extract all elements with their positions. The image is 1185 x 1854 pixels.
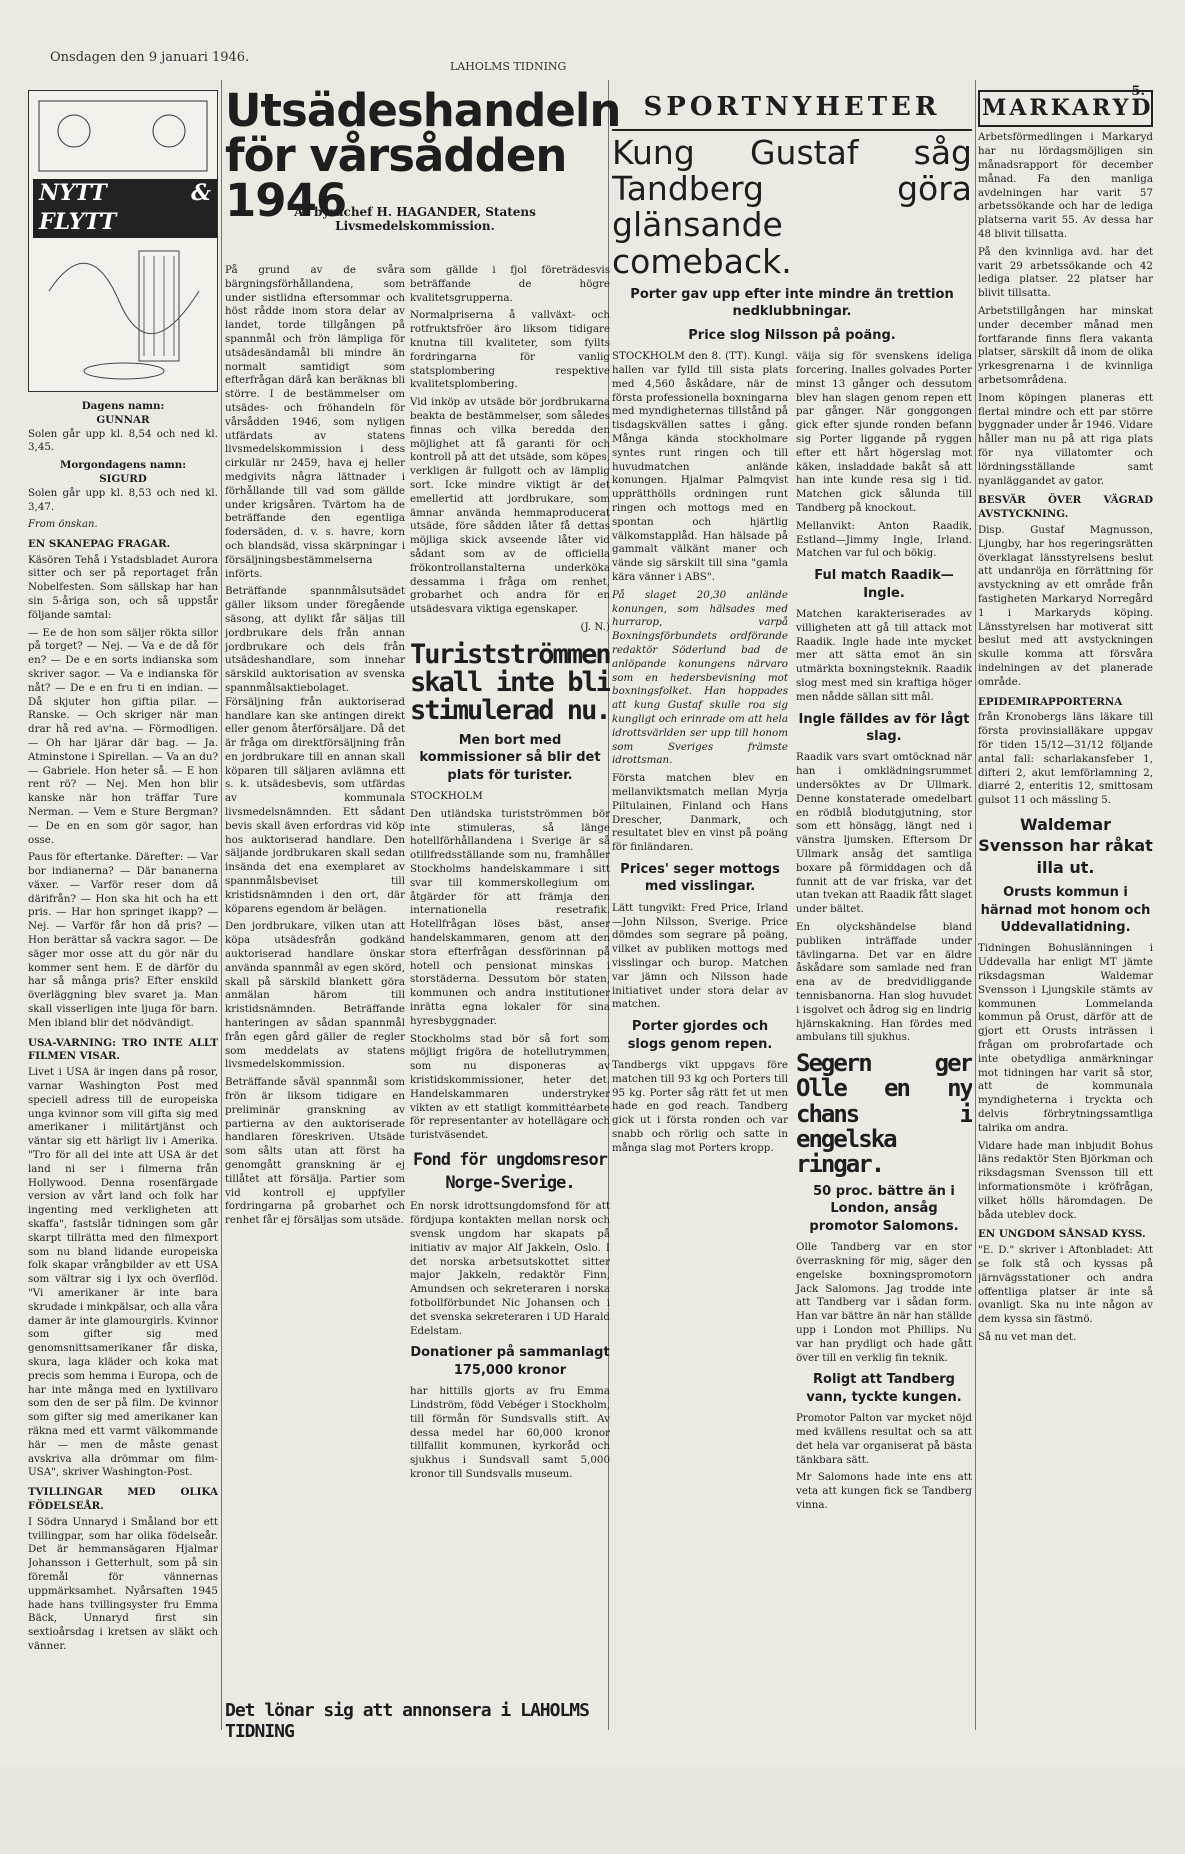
- byline: Av byråchef H. HAGANDER, Statens Livsmedelskommission.: [294, 205, 536, 233]
- article-heading: TVILLINGAR MED OLIKA FÖDELSEÅR.: [28, 1486, 218, 1512]
- article-heading: Porter gjordes och slogs genom repen.: [627, 1019, 773, 1052]
- morgon-name: SIGURD: [99, 472, 147, 485]
- article-heading: Fond för ungdomsresor Norge-Sverige.: [413, 1149, 607, 1193]
- article-text: som gällde i fjol företrädesvis beträffande de högre kvalitetsgrupperna.: [410, 264, 610, 304]
- article-text: "E. D." skriver i Aftonbladet: Att se folk stå och kyssas på järnvägsstationer och andra offentliga platser är inte så ovanligt. Ska nu inte någon av dem kyssa sin fästmö.: [978, 1244, 1153, 1326]
- article-subheading: Men bort med kommissioner så blir det plats för turister.: [419, 732, 601, 783]
- article-heading: EPIDEMIRAPPORTERNA: [978, 695, 1123, 708]
- article-text: En olyckshändelse bland publiken inträffade under tävlingarna. Det var en äldre åskådare som samlade ned fran ena av de bredvidliggande tennisbanorna. Han slog huvudet i isgolvet och ådrog sig en lindrig hjärnskakning. Han fördes med ambulans till sjukhus.: [796, 920, 972, 1044]
- article-text: I Södra Unnaryd i Småland bor ett tvillingpar, som har olika födelseår. Det är hemmansägaren Hjalmar Johansson i Getterhult, som på sin föremål för vännernas uppmärksamhet. Nyårsaften 1945 hade hans tvillingsyster fru Emma Bäck, Unnaryd first sin sextioårsdag i kretsen av släkt och vänner.: [28, 1515, 218, 1652]
- article-text: Den jordbrukare, vilken utan att köpa utsädesfrån godkänd auktoriserad handlare önskar använda spannmål av egen skörd, skall på särskild blankett göra anmälan härom till kristidsnämnden. Beträffande hanteringen av sådan spannmål från egen gård gäller de regler som meddelats av statens livsmedelskommission.: [225, 920, 405, 1071]
- article-text: På grund av de svåra bärgningsförhållandena, som under sistlidna eftersommar och höst rådde inom stora delar av landet, torde tillgången på spannmål och frön lämpliga för utsädesändamål bli mindre än normalt samtidigt som efterfrågan därå kan beräknas bli större. I de bestämmelser om utsädes- och fröhandeln för vårsådden 1946, som nyligen utfärdats av statens livsmedelskommission i dess cirkulär nr 2459, hava ej heller medgivits några lättnader i förhållande till vad som gällde under krigsåren. Tvärtom ha de beträffande den egentliga fodersäden, d. v. s. havre, korn och blandsäd, vissa skärpningar i försäljningsbestämmelserna införts.: [225, 264, 405, 580]
- sport-right: [796, 350, 972, 1517]
- article-text: STOCKHOLM den 8. (TT). Kungl. hallen var fylld till sista plats med 4,560 åskådare, när de första professionella boxningarna med myndigheternas tillstånd på tisdagskvällen sattes i gång. Många kända stockholmare syntes runt ringen och till huvudmatchen anlände konungen. Hjalmar Palmqvist upprätthölls ordningen runt ringen och mottogs med en spontan och hjärtlig välkomstapplåd. Han hälsade på gammalt välkänt maner och vände sig särskilt till sina "gamla kära vänner i ABS".: [612, 350, 788, 583]
- article-heading: EN SKANEPAG FRAGAR.: [28, 537, 171, 550]
- paper-name: LAHOLMS TIDNING: [450, 60, 567, 73]
- column-utsade-1: [225, 264, 405, 1854]
- illustration-caption: From önskan.: [28, 519, 98, 531]
- column-rule: [975, 80, 976, 1730]
- column-sportnyheter: [612, 90, 972, 1710]
- article-text: Vidare hade man inbjudit Bohus läns redaktör Sten Björkman och riksdagsman Svensson till ett informationsmöte i kröfrågan, vilket hölls häromdagen. De båda uteblev dock.: [978, 1139, 1153, 1221]
- article-text: En norsk idrottsungdomsfond för att fördjupa kontakten mellan norsk och svensk ungdom har skapats på initiativ av major Alf Jakkeln, Oslo. I det norska arbetsutskottet sitter major Jakkeln, redaktör Finn, Amundsen och sekreteraren i norska fotbollförbundet Nic Johansen och i det svenska sekreteraren i UD Harald Edelstam.: [410, 1200, 610, 1337]
- article-heading: Roligt att Tandberg vann, tyckte kungen.: [806, 1372, 962, 1405]
- article-text: Arbetsförmedlingen i Markaryd har nu lördagsmöjligen sin månadsrapport för december månad. Fa den manliga avdelningen har varit 57 arbetssökande och har de lediga platserna varit 55. Av dessa har 48 blivit tillsatta.: [978, 131, 1153, 241]
- dagens-name: GUNNAR: [96, 413, 150, 426]
- nytt-flytt-illustration: [28, 90, 218, 392]
- section-banner: SPORTNYHETER: [612, 90, 972, 131]
- sun-times: Solen går upp kl. 8,54 och ned kl. 3,45.: [28, 427, 218, 454]
- article-subheading: Price slog Nilsson på poäng.: [688, 327, 896, 343]
- sport-two-columns: [612, 350, 972, 1517]
- article-text: Arbetstillgången har minskat under december månad men fortfarande finns flera vakanta platser, särskilt då inom de olika yrkesgrenarna i de kvinnliga arbetsområdena.: [978, 305, 1153, 387]
- signature: (J. N.): [580, 620, 610, 633]
- illustration-title: NYTT & FLYTT: [33, 179, 217, 238]
- article-text: Käsören Tehå i Ystadsbladet Aurora sitter och ser på reportaget från Nobelfesten. Som sällskap har han sin 5-åriga son, och så uppstår följande samtal:: [28, 553, 218, 621]
- column-utsade-2: [410, 264, 610, 1654]
- morgon-label: Morgondagens namn:: [59, 459, 187, 472]
- issue-date: Onsdagen den 9 januari 1946.: [50, 50, 250, 65]
- article-text: — Ee de hon som säljer rökta sillor på torget? — Nej. — Va e de då för en? — De e en sorts indianska som skriver sagor. — Va e indianska för nåt? — De e en fru ti en indian. — Då skjuter hon giftia pilar. — Ranske. — Och skriger när man drar hå red av'na. — Förmodligen. — Oh har ljärar där bag. — Ja. Atminstone i Spirellan. — Va an du? — Gabriele. Hon heter så. — E hon rent rö? — Nej. Men hon blir kanske när hon träffar Ture Nerman. — Vem e Sture Bergman? — De en en som gör sagor, han osse.: [28, 626, 218, 846]
- article-text: Inom köpingen planeras ett flertal mindre och ett par större byggnader under år 1946. Vidare håller man nu på att riga plats för nya villatomter och lördningsställande samt nyanläggandet av gator.: [978, 391, 1153, 487]
- article-text: Livet i USA är ingen dans på rosor, varnar Washington Post med speciell adress till de europeiska unga kvinnor som vill gifta sig med amerikaner i militärtjänst och väntar sig ett härligt liv i Amerika. "Tro för all del inte att USA är det land ni ser i filmerna från Hollywood. Denna rosenfärgade version av vårt land och folk har ingenting med verkligheten att skaffa", fastslår tidningen som går skarpt tillrätta med den filmexport som nu bland lidande europeiska folk skapar vrångbilder av ett USA som vältrar sig i lyx och överflöd. "Vi amerikaner är inte bara skrudade i minkpälsar, och alla våra damer är inte glamourgirls. Kvinnor som gifter sig med genomsnittsamerikaner får diska, skura, laga kläder och koka mat precis som hemma i Europa, och de har inte många med en lyxtillvaro som den de ser på film. De kvinnor som gifter sig med amerikaner kan räkna med ett varmt välkommande här — men de måste genast avskriva alla drömmar om film-USA", skriver Washington-Post.: [28, 1066, 218, 1479]
- article-text: Första matchen blev en mellanviktsmatch mellan Myrja Piltulainen, Finland och Hans Drescher, Danmark, och resultatet blev en vinst på poäng för finländaren.: [612, 772, 788, 854]
- article-text: Mellanvikt: Anton Raadik, Estland—Jimmy Ingle, Irland. Matchen var ful och bökig.: [796, 519, 972, 560]
- page-number: 5.: [1131, 84, 1145, 99]
- section-banner: MARKARYD: [978, 90, 1153, 127]
- article-text: Beträffande såväl spannmål som frön är liksom tidigare en preliminär granskning av partierna av den auktoriserade handlaren föreskriven. Utsäde som sålts utan att först ha genomgått granskning är ej tillåtet att försälja. Partier som vid kontroll ej uppfyller fordringarna på grobarhet och renhet får ej försäljas som utsäde.: [225, 1076, 405, 1227]
- sport-headline: Kung Gustaf såg Tandberg göra glänsande comeback.: [612, 132, 972, 281]
- article-text: Disp. Gustaf Magnusson, Ljungby, har hos regeringsrätten överklagat länsstyrelsens beslut att undanröja en förrättning för avstyckning av ett område från fastigheten Markaryd Norregård 1 i Markaryds köping. Länsstyrelsen har motiverat sitt beslut med att avstyckningen skulle komma att försvåra indelningen av det planerade område.: [978, 523, 1153, 688]
- article-text: På den kvinnliga avd. har det varit 29 arbetssökande och 42 lediga platser. 22 platser har blivit tillsatta.: [978, 245, 1153, 300]
- article-text: På slaget 20,30 anlände konungen, som hälsades med hurrarop, varpå Boxningsförbundets ordförande redaktör Söderlund bad de anlöpande konungens närvaro som en hedersbevisning mot boxningsfolket. Han hoppades att kung Gustaf skulle roa sig kungligt och erinrade om att hela idrottsvärlden ser upp till honom som Sveriges främste idrottsman.: [612, 588, 788, 767]
- article-subheading: Orusts kommun i härnad mot honom och Uddevallatidning.: [980, 885, 1151, 936]
- article-text: Så nu vet man det.: [978, 1330, 1077, 1343]
- column-rule: [221, 80, 222, 1730]
- article-heading: USA-VARNING: TRO INTE ALLT FILMEN VISAR.: [28, 1036, 218, 1063]
- illustration-drawing: [29, 91, 217, 389]
- article-text: Lätt tungvikt: Fred Price, Irland —John Nilsson, Sverige. Price dömdes som segrare på poäng, vilket av publiken mottogs med visslingar och burop. Matchen var jämn och Nilsson hade initiativet under stora delar av matchen.: [612, 901, 788, 1011]
- column-nytt-flytt: [28, 90, 218, 1740]
- article-heading: Ingle fälldes av för lågt slag.: [798, 711, 970, 744]
- article-text: Tandbergs vikt uppgavs före matchen till 93 kg och Porters till 95 kg. Porter såg rätt fet ut men hade en god reach. Tandberg gick ut i första ronden och var snabb och rörlig och satte in många slag mot Porters kropp.: [612, 1058, 788, 1154]
- article-text: från Kronobergs läns läkare till första provinsialläkare uppgav för tiden 15/12—31/12 följande antal fall: scharlakansfeber 1, difteri 2, akut lemförlamning 2, diarré 2, enteritis 12, smittosam gulsot 11 och mässling 5.: [978, 711, 1153, 807]
- article-heading: Waldemar Svensson har råkat illa ut.: [978, 814, 1153, 877]
- article-text: Tidningen Bohuslänningen i Uddevalla har enligt MT jämte riksdagsman Waldemar Svensson i Ljungskile stämts av kommunen Lommelanda kommun på Orust, därför att de gjort ett Orusts inträssen i frågan om probrofartade och inte obetydliga anmärkningar mot tidningen har varit så stor, att de kommunala myndigheterna i tryckta och delvis förbrytningssamtliga talrika om andra.: [978, 942, 1153, 1134]
- dateline: STOCKHOLM: [410, 789, 483, 802]
- article-text: har hittills gjorts av fru Emma Lindström, född Vebéger i Stockholm, till förmån för Sundsvalls stift. Av dessa medel har 60,000 kronor tillfallit kommunen, kyrkoråd och sjukhus i Sundsvall samt 5,000 kronor till Sundsvalls museum.: [410, 1385, 610, 1480]
- article-heading: Turistströmmen skall inte bli stimulerad nu.: [410, 638, 610, 727]
- main-headline: Utsädeshandeln för vårsådden 1946: [225, 84, 621, 227]
- house-advertisement: Det lönar sig att annonsera i LAHOLMS TIDNING: [225, 1700, 589, 1742]
- article-heading: Ful match Raadik—Ingle.: [814, 568, 954, 601]
- article-heading: Segern ger Olle en ny chans i engelska ringar.: [796, 1049, 972, 1178]
- article-heading: Donationer på sammanlagt 175,000 kronor: [410, 1345, 610, 1378]
- article-text: Mr Salomons hade inte ens att veta att kungen fick se Tandberg vinna.: [796, 1471, 972, 1512]
- article-heading: Prices' seger mottogs med visslingar.: [620, 861, 780, 895]
- article-text: Vid inköp av utsäde bör jordbrukarna beakta de bestämmelser, som således finnas och vilka beredda den möjlighet att få garanti för och kontroll på att det utsäde, som köpes, verkligen är fullgott och av lämplig sort. Icke mindre viktigt är det emellertid att jordbrukare, som ämnar använda hemmaproducerat utsäde, före sådden låter få dettas möjliga skick avseende låter vid sådant som av de officiella frökontrollanstalterna underköka dessamma i fråga om renhet, grobarhet och andra för en utsädesvara viktiga egenskaper.: [410, 396, 610, 616]
- sun-times: Solen går upp kl. 8,53 och ned kl. 3,47.: [28, 486, 218, 513]
- article-text: Beträffande spannmålsutsädet gäller liksom under föregående säsong, att dylikt får säljas till jordbrukare dels från annan jordbrukare och dels från utsädeshandlare, som innehar särskild auktorisation av svenska spannmålsaktiebolaget. Försäljning från auktoriserad handlare kan ske antingen direkt eller genom återförsäljare. Då det är fråga om direktförsäljning från en jordbrukare till en annan skall köparen till säljaren avlämna ett s. k. utsädesbevis, som utfärdas av kommunala livsmedelsnämnden. Ett sådant bevis skall även erfordras vid köp hos auktoriserad handlare. Den säljande jordbrukaren skall sedan insända det ena exemplaret av spannmålsbeviset till kristidsnämnden i den ort, där köparens egendom är belägen.: [225, 585, 405, 915]
- column-markaryd: [978, 90, 1153, 1740]
- article-text: Stockholms stad bör så fort som möjligt frigöra de hotellutrymmen, som nu disponeras av kristidskommissioner, heter det. Handelskammaren understryker vikten av ett statligt kommittéarbete för representanter av hotellägare och turistväsendet.: [410, 1032, 610, 1142]
- sport-left: [612, 350, 788, 1517]
- article-text: Promotor Palton var mycket nöjd med kvällens resultat och sa att det hela var organiserat på bästa tänkbara sätt.: [796, 1412, 972, 1466]
- article-text: Normalpriserna å vallväxt- och rotfruktsfröer äro liksom tidigare knutna till kvaliteter, som fyllts fordringarna för vanlig statsplombering respektive kvalitetsplombering.: [410, 309, 610, 391]
- article-text: Raadik vars svart omtöcknad när han i omklädningsrummet undersöktes av Dr Ullmark. Denne konstaterade omedelbart en rödblå blodutgjutning, stor som ett hönsägg, längt ned i vänstra ljumsken. Eftersom Dr Ullmark ansåg det samtliga boxare på förmiddagen och då funnit att de var friska, var det utan tvekan att Raadik fått slaget under bältet.: [796, 751, 972, 916]
- article-heading: EN UNGDOM SÅNSAD KYSS.: [978, 1228, 1146, 1241]
- dagens-label: Dagens namn:: [81, 400, 165, 412]
- article-text: väija sig för svenskens ideliga forcering. Inalles golvades Porter minst 13 gånger och dessutom blev han slagen genom repen ett par gånger. När gonggongen gick efter sjunde ronden befann sig Porter liggande på ryggen efter ett hårt högerslag mot käken, insladdade bakåt så att han inte kunde resa sig i tid. Matchen gick sålunda till Tandberg på knockout.: [796, 350, 972, 514]
- article-text: Paus för eftertanke. Därefter: — Var bor indianerna? — Där bananerna växer. — Varför reser dom då därifrån? — Hon ska hit och ha ett pris. — Har hon springet ikapp? — Nej. — Varför får hon då pris? — Hon berättar så vackra sagor. — De säger mor osse att du gör när du kommer sent hem. E de därför du har så många pris? Efter enskild överläggning blev svaret ja. Man skall visserligen inte ljuga för barn. Men ibland blir det nödvändigt.: [28, 851, 218, 1029]
- article-subheading: 50 proc. bättre än i London, ansåg promotor Salomons.: [809, 1184, 959, 1234]
- article-text: Den utländska turistströmmen bör inte stimuleras, så länge hotellförhållandena i Sverige är så otillfredsställande som nu, framhåller Stockholms handelskammare i sitt svar till kommerskollegium om åtgärder för att främja den internationella resetrafik. Hotellfrågan löses bäst, anser handelskammaren, genom att den stora efterfrågan dessförinnan på hotell och pensionat minskas i storstäderna. Dessutom bör staten, kommunen och andra institutioner inrätta egna lokaler för sina hyresbyggnader.: [410, 807, 610, 1027]
- article-heading: BESVÄR ÖVER VÄGRAD AVSTYCKNING.: [978, 494, 1153, 521]
- article-text: Matchen karakteriserades av villigheten att gå till attack mot Raadik. Ingle hade inte mycket mer att sätta emot än sin utmärkta boxningsteknik. Raadik slog mest med sin kraftiga höger men nådde sällan sitt mål.: [796, 608, 972, 703]
- article-text: Olle Tandberg var en stor överraskning för mig, säger den engelske boxningspromotorn Jack Salomons. Jag trodde inte att Tandberg var i sådan form. Han var bättre än när han ställde upp i London mot Phillips. Nu var han prydligt och hade gått över till en verklig fin teknik.: [796, 1241, 972, 1364]
- article-subheading: Porter gav upp efter inte mindre än trettion nedklubbningar.: [630, 287, 954, 320]
